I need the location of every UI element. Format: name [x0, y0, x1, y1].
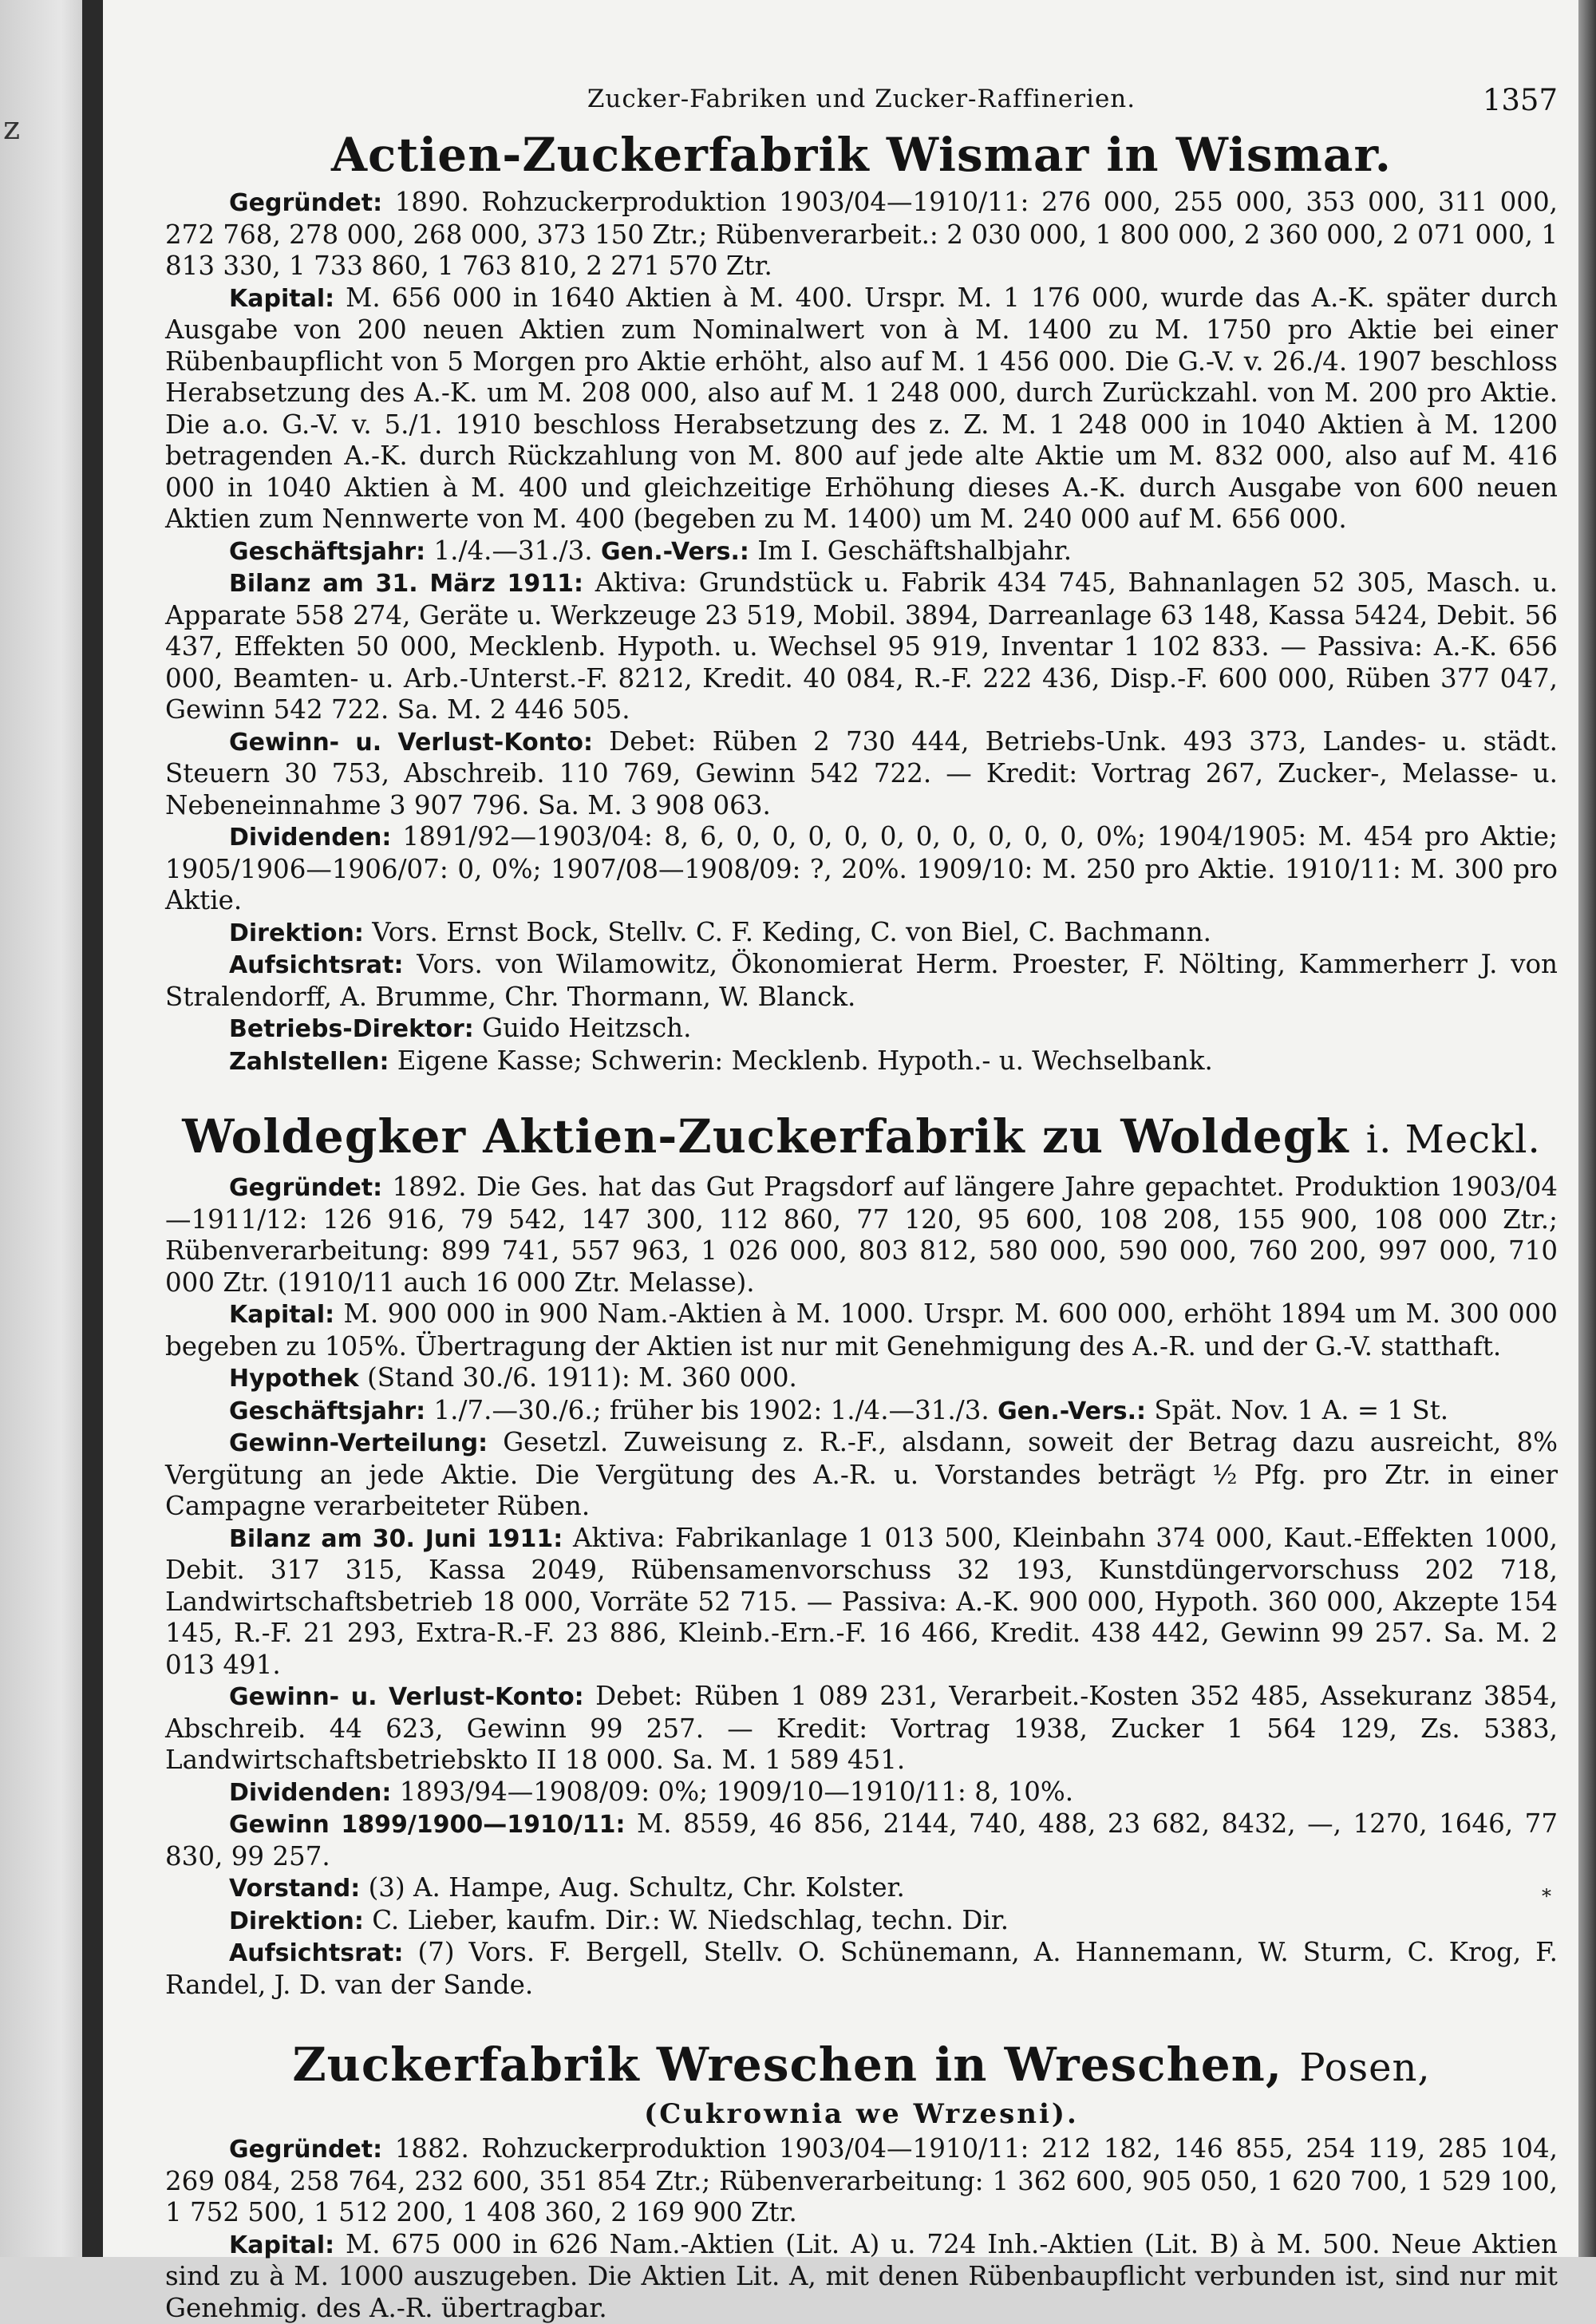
- entry-section-paying-agents: [165, 1045, 1558, 1078]
- section-text: 1890. Rohzuckerproduktion 1903/04—1910/11: 276 000, 255 000, 353 000, 311 000, 272 768, 278 000, 268 000, 373 150 Ztr.; Rübenverarbeit.: 2 030 000, 1 800 000, 2 360 000, 2 071 000, 1 813 330, 1 733 860, 1 763 810, 2 271 570 Ztr.: [165, 187, 1558, 281]
- section-label: Kapital:: [229, 2231, 334, 2259]
- entry-section-capital: [165, 1298, 1558, 1362]
- entry-section-founded: [165, 2133, 1558, 2229]
- page-number: 1357: [1483, 83, 1558, 117]
- section-text: 1./4.—31./3.: [433, 536, 592, 566]
- margin-mark: z: [3, 110, 20, 147]
- section-text: Debet: Rüben 2 730 444, Betriebs-Unk. 493 373, Landes- u. städt. Steuern 30 753, Abschreib. 110 769, Gewinn 542 722. — Kredit: Vortrag 267, Zucker-, Melasse- u. Nebeneinnahme 3 907 796. Sa. M. 3 908 063.: [165, 726, 1558, 820]
- section-text: Vors. Ernst Bock, Stellv. C. F. Keding, C. von Biel, C. Bachmann.: [372, 917, 1211, 947]
- section-label: Gewinn-Verteilung:: [229, 1429, 488, 1457]
- section-label: Direktion:: [229, 919, 364, 947]
- section-text: Eigene Kasse; Schwerin: Mecklenb. Hypoth.- u. Wechselbank.: [397, 1045, 1213, 1076]
- section-label: Geschäftsjahr:: [229, 538, 425, 566]
- entry-section-management: [165, 917, 1558, 950]
- section-label: Gewinn 1899/1900—1910/11:: [229, 1811, 625, 1839]
- entry-section-founded: [165, 187, 1558, 283]
- entry-title-main: Zuckerfabrik Wreschen in Wreschen,: [292, 2037, 1282, 2092]
- section-text: 1882. Rohzuckerproduktion 1903/04—1910/11: 212 182, 146 855, 254 119, 285 104, 269 084, 258 764, 232 600, 351 854 Ztr.; Rübenverarbeitung: 1 362 600, 905 050, 1 620 700, 1 529 100, 1 752 500, 1 512 200, 1 408 360, 2 169 900 Ztr.: [165, 2133, 1558, 2227]
- section-text: (3) A. Hampe, Aug. Schultz, Chr. Kolster.: [369, 1872, 905, 1903]
- section-text: Gesetzl. Zuweisung z. R.-F., alsdann, soweit der Betrag dazu ausreicht, 8% Vergütung an jede Aktie. Die Vergütung des A.-R. u. Vorstandes beträgt ½ Pfg. pro Ztr. in einer Campagne verarbeiteter Rüben.: [165, 1427, 1558, 1521]
- section-label: Gegründet:: [229, 2136, 382, 2164]
- section-text: Guido Heitzsch.: [482, 1013, 691, 1043]
- section-label: Direktion:: [229, 1907, 364, 1935]
- section-label: Gegründet:: [229, 189, 382, 217]
- entry-section-balance: [165, 1523, 1558, 1682]
- entry-body: [165, 2133, 1558, 2324]
- entry-separator: [165, 2001, 1558, 2033]
- running-head-title: Zucker-Fabriken und Zucker-Raffinerien.: [165, 85, 1558, 113]
- entry-section-balance: [165, 567, 1558, 726]
- section-text: Aktiva: Fabrikanlage 1 013 500, Kleinbahn 374 000, Kaut.-Effekten 1000, Debit. 317 315, Kassa 2049, Rübensamenvorschuss 32 193, Kunstdüngervorschuss 202 718, Landwirtschaftsbetrieb 18 000, Vorräte 52 715. — Passiva: A.-K. 900 000, Hypoth. 360 000, Akzepte 154 145, R.-F. 21 293, Extra-R.-F. 23 886, Kleinb.-Ern.-F. 16 466, Kredit. 438 442, Gewinn 99 257. Sa. M. 2 013 491.: [165, 1523, 1558, 1680]
- section-text: M. 675 000 in 626 Nam.-Aktien (Lit. A) u. 724 Inh.-Aktien (Lit. B) à M. 500. Neue Aktien sind zu à M. 1000 auszugeben. Die Aktien Lit. A, mit denen Rübenbaupflicht verbunden ist, sind nur mit Genehmig. des A.-R. übertragbar.: [165, 2229, 1558, 2323]
- book-page: [103, 0, 1578, 2257]
- section-label: Vorstand:: [229, 1875, 360, 1903]
- footnote-asterisk: *: [1542, 1885, 1551, 1907]
- section-label: Kapital:: [229, 285, 334, 313]
- entry-section-profit-loss: [165, 1681, 1558, 1777]
- section-label: Aufsichtsrat:: [229, 951, 403, 979]
- book-spine-shadow: [82, 0, 103, 2257]
- section-label: Geschäftsjahr:: [229, 1397, 425, 1425]
- section-label: Dividenden:: [229, 824, 391, 852]
- entry-section-profits: [165, 1808, 1558, 1872]
- entry-section-founded: [165, 1172, 1558, 1298]
- section-label: Gegründet:: [229, 1174, 382, 1202]
- section-label-secondary: Gen.-Vers.:: [601, 538, 749, 566]
- entry-section-mortgage: [165, 1362, 1558, 1395]
- entry-section-profit-distribution: [165, 1427, 1558, 1523]
- section-text-secondary: Im I. Geschäftshalbjahr.: [757, 536, 1072, 566]
- entry-title-suffix: Posen,: [1299, 2045, 1430, 2090]
- section-text: Vors. von Wilamowitz, Ökonomierat Herm. Proester, F. Nölting, Kammerherr J. von Stralendorff, A. Brumme, Chr. Thormann, W. Blanck.: [165, 949, 1558, 1012]
- section-label: Bilanz am 31. März 1911:: [229, 570, 583, 598]
- entry-section-fiscal-year: [165, 1395, 1558, 1428]
- section-label: Aufsichtsrat:: [229, 1939, 403, 1967]
- entry-separator: [165, 1077, 1558, 1105]
- right-page-edge: [1578, 0, 1596, 2257]
- section-label: Bilanz am 30. Juni 1911:: [229, 1525, 563, 1553]
- running-head: [165, 73, 1558, 123]
- section-text: M. 900 000 in 900 Nam.-Aktien à M. 1000. Urspr. M. 600 000, erhöht 1894 um M. 300 000 begeben zu 105%. Übertragung der Aktien ist nur mit Genehmigung des A.-R. und der G.-V. statthaft.: [165, 1298, 1558, 1362]
- entry-title: [165, 2033, 1558, 2100]
- entry-section-board: [165, 1872, 1558, 1905]
- section-label: Hypothek: [229, 1365, 359, 1393]
- section-label: Betriebs-Direktor:: [229, 1015, 474, 1043]
- entry-section-capital: [165, 283, 1558, 536]
- section-label: Dividenden:: [229, 1779, 391, 1807]
- entry-section-dividends: [165, 1777, 1558, 1809]
- entry-body: [165, 187, 1558, 1077]
- section-text: Debet: Rüben 1 089 231, Verarbeit.-Kosten 352 485, Assekuranz 3854, Abschreib. 44 623, Gewinn 99 257. — Kredit: Vortrag 1938, Zucker 1 564 129, Zs. 5383, Landwirtschaftsbetriebskto II 18 000. Sa. M. 1 589 451.: [165, 1681, 1558, 1775]
- section-text: M. 8559, 46 856, 2144, 740, 488, 23 682, 8432, —, 1270, 1646, 77 830, 99 257.: [165, 1808, 1558, 1871]
- section-text: Aktiva: Grundstück u. Fabrik 434 745, Bahnanlagen 52 305, Masch. u. Apparate 558 274, Geräte u. Werkzeuge 23 519, Mobil. 3894, Darreanlage 63 148, Kassa 5424, Debit. 56 437, Effekten 50 000, Mecklenb. Hypoth. u. Wechsel 95 919, Inventar 1 102 833. — Passiva: A.-K. 656 000, Beamten- u. Arb.-Unterst.-F. 8212, Kredit. 40 084, R.-F. 222 436, Disp.-F. 600 000, Rüben 377 047, Gewinn 542 722. Sa. M. 2 446 505.: [165, 567, 1558, 725]
- section-text: (Stand 30./6. 1911): M. 360 000.: [367, 1362, 797, 1393]
- section-text: 1893/94—1908/09: 0%; 1909/10—1910/11: 8, 10%.: [400, 1777, 1073, 1807]
- entry-section-fiscal-year: [165, 536, 1558, 568]
- section-label: Zahlstellen:: [229, 1048, 389, 1076]
- entry-section-dividends: [165, 821, 1558, 917]
- entry-section-profit-loss: [165, 726, 1558, 822]
- entry-subtitle: (Cukrownia we Wrzesni).: [165, 2095, 1558, 2133]
- section-label-secondary: Gen.-Vers.:: [998, 1397, 1146, 1425]
- entry-section-operations-director: [165, 1013, 1558, 1045]
- entry-title-suffix: i. Meckl.: [1366, 1117, 1541, 1162]
- section-text: M. 656 000 in 1640 Aktien à M. 400. Urspr. M. 1 176 000, wurde das A.-K. später durch Ausgabe von 200 neuen Aktien zum Nominalwert von à M. 1400 zu M. 1750 pro Aktie bei einer Rübenbaupflicht von 5 Morgen pro Aktie erhöht, also auf M. 1 456 000. Die G.-V. v. 26./4. 1907 beschloss Herabsetzung des A.-K. um M. 208 000, also auf M. 1 248 000, durch Zurückzahl. von M. 200 pro Aktie. Die a.o. G.-V. v. 5./1. 1910 beschloss Herabsetzung des z. Z. M. 1 248 000 in 1040 Aktien à M. 1200 betragenden A.-K. durch Rückzahlung von M. 800 auf jede alte Aktie um M. 832 000, also auf M. 416 000 in 1040 Aktien à M. 400 und gleichzeitige Erhöhung dieses A.-K. durch Ausgabe von 600 neuen Aktien zum Nennwerte von M. 400 (begeben zu M. 1400) um M. 240 000 auf M. 656 000.: [165, 283, 1558, 535]
- entry-section-capital: [165, 2229, 1558, 2324]
- section-text: 1./7.—30./6.; früher bis 1902: 1./4.—31./3.: [433, 1395, 989, 1425]
- entry-section-supervisory-board: [165, 949, 1558, 1013]
- entry-title-main: Woldegker Aktien-Zuckerfabrik zu Woldegk: [182, 1109, 1349, 1164]
- entry-body: [165, 1172, 1558, 2001]
- page-content: [165, 73, 1558, 2324]
- section-label: Gewinn- u. Verlust-Konto:: [229, 729, 593, 757]
- entry-title: [165, 1105, 1558, 1172]
- entry-section-supervisory-board: [165, 1937, 1558, 2001]
- section-text: (7) Vors. F. Bergell, Stellv. O. Schünemann, A. Hannemann, W. Sturm, C. Krog, F. Randel, J. D. van der Sande.: [165, 1937, 1558, 2000]
- section-text: 1892. Die Ges. hat das Gut Pragsdorf auf längere Jahre gepachtet. Produktion 1903/04—1911/12: 126 916, 79 542, 147 300, 112 860, 77 120, 95 600, 108 208, 155 900, 108 000 Ztr.; Rübenverarbeitung: 899 741, 557 963, 1 026 000, 803 812, 580 000, 590 000, 760 200, 997 000, 710 000 Ztr. (1910/11 auch 16 000 Ztr. Melasse).: [165, 1172, 1558, 1298]
- section-text: C. Lieber, kaufm. Dir.: W. Niedschlag, techn. Dir.: [372, 1905, 1009, 1935]
- section-label: Kapital:: [229, 1301, 334, 1329]
- entry-title: Actien-Zuckerfabrik Wismar in Wismar.: [165, 123, 1558, 187]
- section-text-secondary: Spät. Nov. 1 A. = 1 St.: [1154, 1395, 1448, 1425]
- section-text: 1891/92—1903/04: 8, 6, 0, 0, 0, 0, 0, 0, 0, 0, 0, 0, 0%; 1904/1905: M. 454 pro Aktie; 1905/1906—1906/07: 0, 0%; 1907/08—1908/09: ?, 20%. 1909/10: M. 250 pro Aktie. 1910/11: M. 300 pro Aktie.: [165, 821, 1558, 915]
- section-label: Gewinn- u. Verlust-Konto:: [229, 1683, 584, 1711]
- entry-section-management: [165, 1905, 1558, 1938]
